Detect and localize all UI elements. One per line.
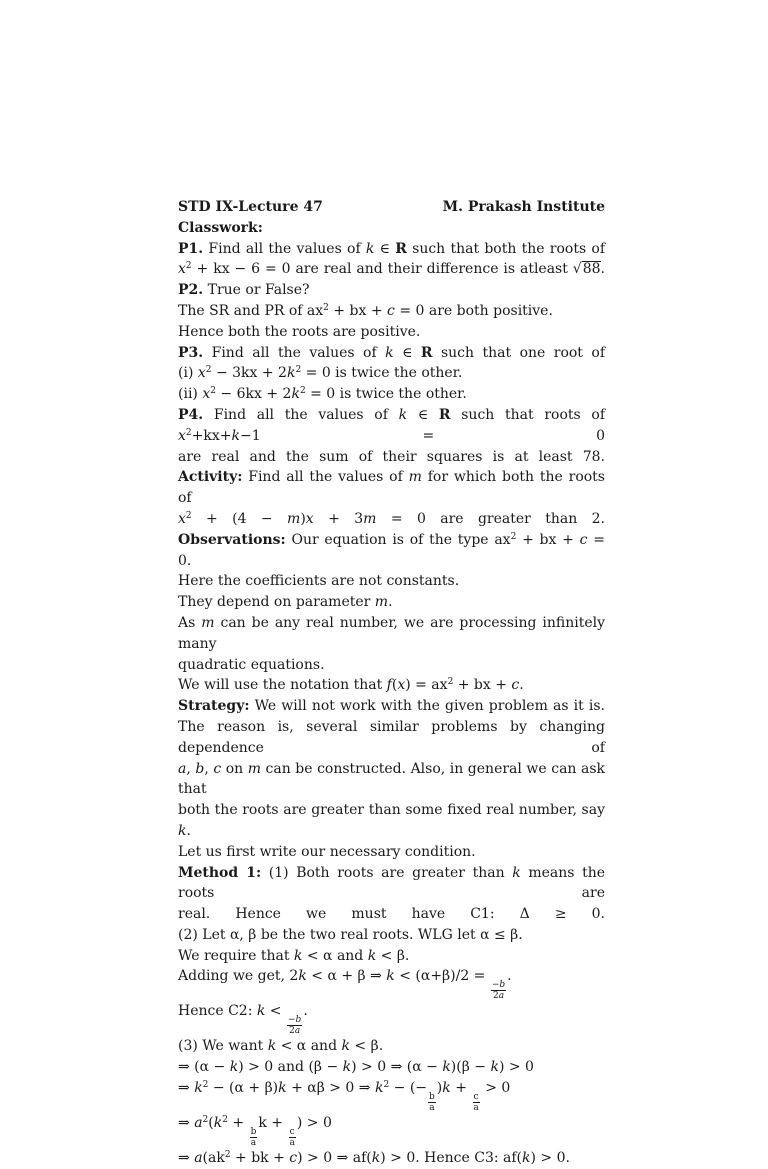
- header-left: STD IX-Lecture 47: [178, 199, 323, 215]
- text-line: (i) $x^2 - 3kx + 2k^2 = 0$ is twice the other.: [178, 365, 463, 382]
- text-line: ⇒ $k^2 - (\alpha + \beta)k + \alpha\beta > 0$ ⇒ $k^2$ − (− $\frac{b}{a}$ )k + $\frac{c}{a}$ > 0: [178, 1080, 511, 1114]
- text-line: ⇒ (α − k) > 0 and (β − k) > 0 ⇒ (α − k)(β − k) > 0: [178, 1059, 534, 1076]
- text-line: P3. Find all the values of k ∈ R such that one root of: [178, 344, 605, 361]
- text-line: $x^2$ + kx − 6 = 0 are real and their difference is atleast √88.: [178, 261, 605, 278]
- text-lines: [178, 239, 605, 1169]
- text-line: The reason is, several similar problems by changing dependence of: [178, 718, 605, 756]
- text-line: We will use the notation that $f(x) = ax^2$ + bx + c.: [178, 677, 524, 694]
- text-line: The SR and PR of $ax^2$ + bx + c = 0 are both positive.: [178, 302, 553, 319]
- lecture-content: [178, 197, 605, 1169]
- text-line: ⇒ $a(ak^2$ + bk + c) > 0 ⇒ af(k) > 0. Hence C3: af(k) > 0.: [178, 1150, 570, 1167]
- text-line: They depend on parameter m.: [178, 594, 393, 611]
- text-line: Activity: Find all the values of m for which both the roots of: [178, 469, 605, 507]
- text-line: $x^2 + (4 - m)x + 3m = 0$ are greater than 2.: [178, 510, 605, 527]
- text-line: Observations: Our equation is of the type $ax^2$ + bx + c = 0.: [178, 531, 605, 569]
- text-line: P4. Find all the values of k ∈ R such that roots of $x^2+kx+k-1 = 0$: [178, 406, 605, 444]
- text-line: P2. True or False?: [178, 282, 310, 299]
- page-header: [178, 197, 605, 218]
- text-line: both the roots are greater than some fixed real number, say k.: [178, 802, 605, 839]
- text-line: (ii) $x^2 - 6kx + 2k^2 = 0$ is twice the other.: [178, 386, 467, 403]
- text-line: ⇒ $a^2(k^2$ + $\frac{b}{a}$ k + $\frac{c}{a}$ ) > 0: [178, 1115, 332, 1149]
- text-line: As m can be any real number, we are processing infinitely many: [178, 614, 605, 652]
- text-line: a, b, c on m can be constructed. Also, in general we can ask that: [178, 760, 605, 798]
- text-line: quadratic equations.: [178, 656, 325, 673]
- text-line: P1. Find all the values of k ∈ R such that both the roots of: [178, 240, 605, 257]
- text-line: Let us first write our necessary condition.: [178, 843, 476, 860]
- text-line: Strategy: We will not work with the given problem as it is.: [178, 698, 605, 715]
- text-line: Adding we get, 2k < α + β ⇒ k < (α+β)/2 = $\frac{-b}{2a}$ .: [178, 968, 512, 1002]
- text-line: (2) Let α, β be the two real roots. WLG let α ≤ β.: [178, 926, 523, 943]
- classwork-heading: Classwork:: [178, 219, 263, 236]
- text-line: We require that k < α and k < β.: [178, 947, 410, 964]
- text-line: real. Hence we must have C1: Δ ≥ 0.: [178, 906, 605, 923]
- text-line: Method 1: (1) Both roots are greater than k means the roots are: [178, 864, 606, 902]
- text-line: Hence both the roots are positive.: [178, 323, 421, 340]
- text-line: (3) We want k < α and k < β.: [178, 1038, 384, 1055]
- header-right: M. Prakash Institute: [442, 199, 605, 215]
- text-line: are real and the sum of their squares is at least 78.: [178, 448, 605, 465]
- text-line: Hence C2: k < $\frac{-b}{2a}$ .: [178, 1003, 308, 1037]
- text-line: Here the coefficients are not constants.: [178, 573, 460, 590]
